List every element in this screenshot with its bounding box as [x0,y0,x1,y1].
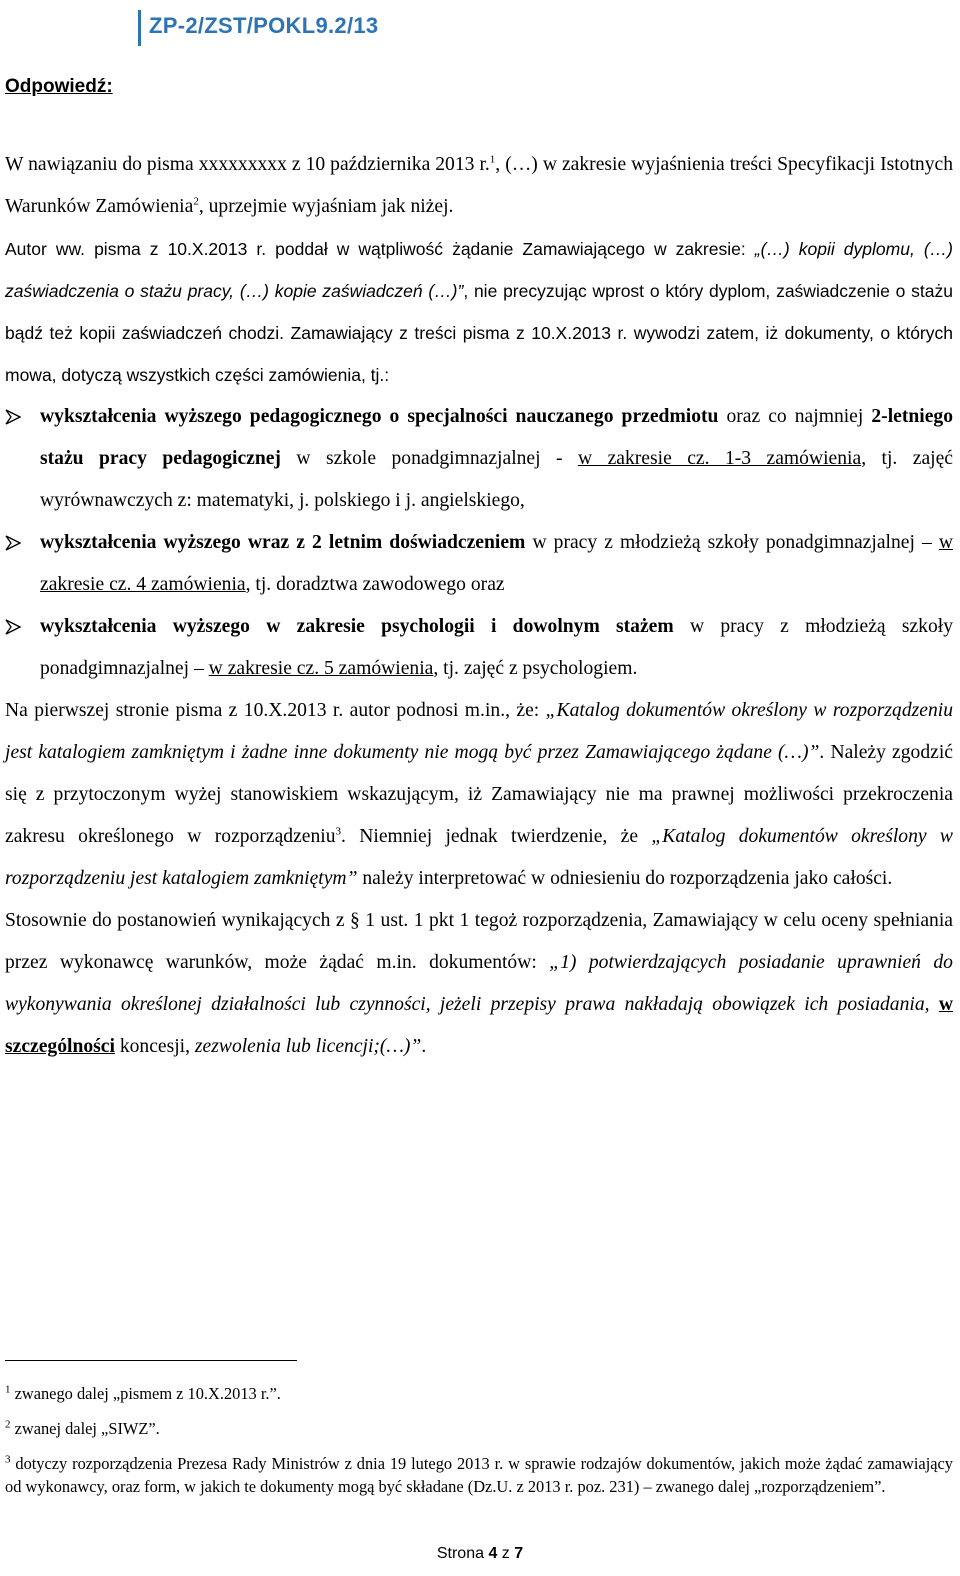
list-item: wykształcenia wyższego pedagogicznego o specjalności nauczanego przedmiotu oraz co najmniej 2-letniego stażu pracy pedagogicznej w szkole ponadgimnazjalnej - w zakresie cz. 1-3 zamówienia, tj. zajęć wyrównawczych z: matematyki, j. polskiego i j. angielskiego, [5,396,953,522]
footnotes [5,1382,953,1510]
page-number: Strona 4 z 7 [436,1545,524,1562]
paragraph-catalog: Na pierwszej stronie pisma z 10.X.2013 r. autor podnosi m.in., że: „Katalog dokumentów określony w rozporządzeniu jest katalogiem zamkniętym i żadne inne dokumenty nie mogą być przez Zamawiającego żądane (…)”. Należy zgodzić się z przytoczonym wyżej stanowiskiem wskazującym, iż Zamawiający nie ma prawnej możliwości przekroczenia zakresu określonego w rozporządzeniu$^3$. Niemniej jednak twierdzenie, że „Katalog dokumentów określony w rozporządzeniu jest katalogiem zamkniętym” należy interpretować w odniesieniu do rozporządzenia jako całości. [5,700,954,889]
footnote: $^3$ dotyczy rozporządzenia Prezesa Rady Ministrów z dnia 19 lutego 2013 r. w sprawie rodzajów dokumentów, jakich może żądać zamawiający od wykonawcy, oraz form, w jakich te dokumenty mogą być składane (Dz.U. z 2013 r. poz. 231) – zwanego dalej „rozporządzeniem”. [5,1453,953,1496]
document-code: ZP-2/ZST/POKL9.2/13 [149,13,379,38]
document-header [138,10,378,46]
footnote: $^2$ zwanej dalej „SIWZ”. [5,1418,160,1438]
footnote-ref-1: 1 [489,153,496,166]
footnote-ref-3: 3 [335,825,342,838]
emphasis-underlined: w szczególności [5,994,953,1057]
paragraph-intro: W nawiązaniu do pisma xxxxxxxxx z 10 października 2013 r.$^1$, (…) w zakresie wyjaśnienia treści Specyfikacji Istotnych Warunków Zamówienia$^2$, uprzejmie wyjaśniam jak niżej. [5,153,954,217]
paragraph-objection: Autor ww. pisma z 10.X.2013 r. poddał w wątpliwość żądanie Zamawiającego w zakresie: „(…) kopii dyplomu, (…) zaświadczenia o stażu pracy, (…) kopie zaświadczeń (…)”, nie precyzując wprost o który dyplom, zaświadczenie o stażu bądź też kopii zaświadczeń chodzi. Zamawiający z treści pisma z 10.X.2013 r. wywodzi zatem, iż dokumenty, o których mowa, dotyczą wszystkich części zamówienia, tj.: [5,239,953,385]
arrow-bullet-icon [5,619,21,635]
footnote: $^1$ zwanego dalej „pismem z 10.X.2013 r.”. [5,1383,281,1403]
list-item: wykształcenia wyższego w zakresie psychologii i dowolnym stażem w pracy z młodzieżą szkoły ponadgimnazjalnej – w zakresie cz. 5 zamówienia, tj. zajęć z psychologiem. [5,606,953,690]
arrow-bullet-icon [5,535,21,551]
footnote-separator [5,1360,297,1361]
footnote-ref-2: 2 [193,195,199,208]
paragraph-regulation: Stosownie do postanowień wynikających z § 1 ust. 1 pkt 1 tegoż rozporządzenia, Zamawiający w celu oceny spełniania przez wykonawcę warunków, może żądać m.in. dokumentów: „1) potwierdzających posiadanie uprawnień do wykonywania określonej działalności lub czynności, jeżeli przepisy prawa nakładają obowiązek ich posiadania, w szczególności koncesji, zezwolenia lub licencji;(…)”. [5,910,953,1057]
arrow-bullet-icon [5,409,21,425]
requirements-list [5,396,953,690]
section-heading: Odpowiedź: [5,76,113,97]
list-item: wykształcenia wyższego wraz z 2 letnim doświadczeniem w pracy z młodzieżą szkoły ponadgimnazjalnej – w zakresie cz. 4 zamówienia, tj. doradztwa zawodowego oraz [5,522,953,606]
page-content [5,72,953,1068]
quoted-requirement: „(…) kopii dyplomu, (…) zaświadczenia o stażu pracy, (…) kopie zaświadczeń (…)” [5,239,953,301]
